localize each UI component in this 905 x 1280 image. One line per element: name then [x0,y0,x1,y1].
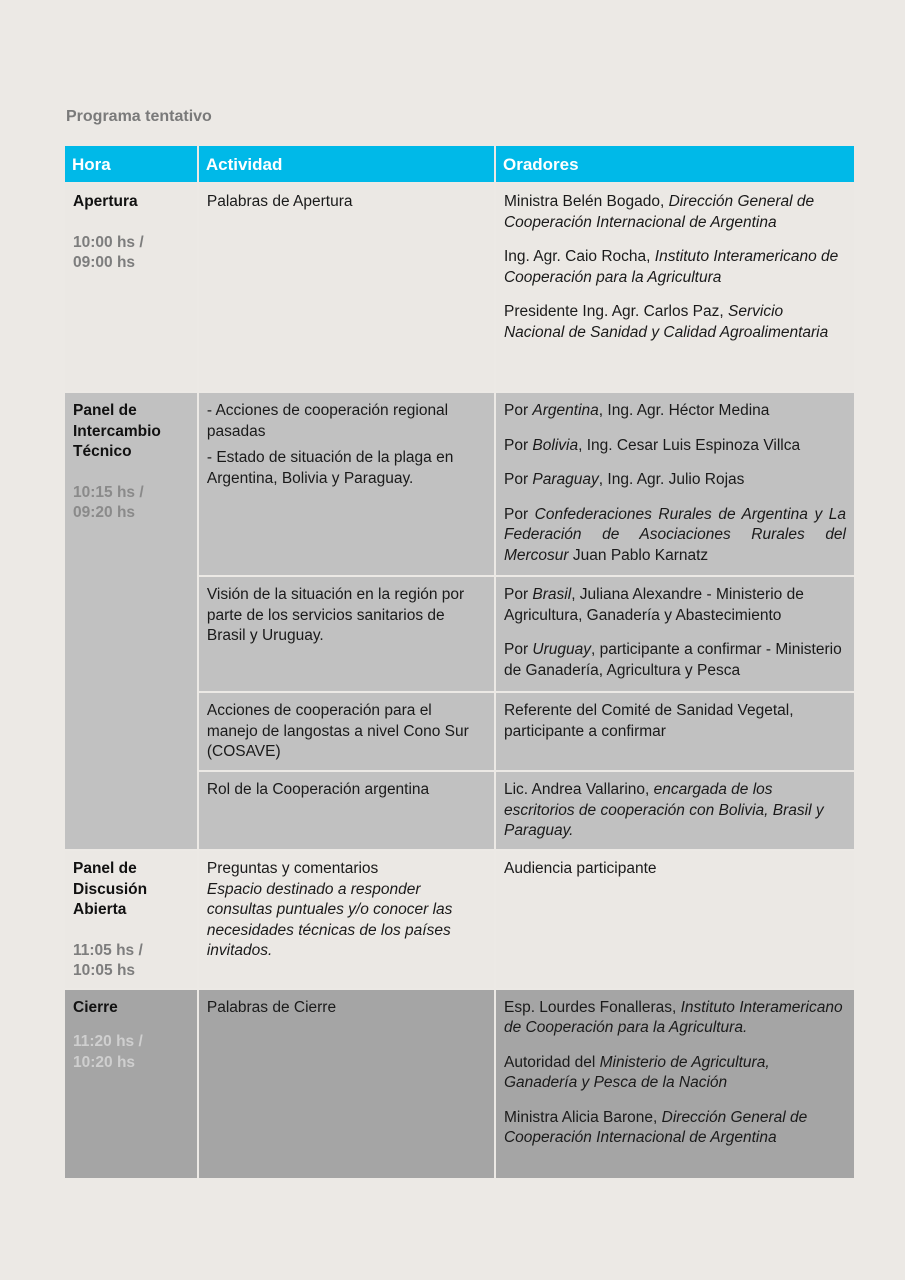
table-row-cierre [65,990,854,1180]
speaker-name: Autoridad del [503,1053,600,1071]
speaker-name: Ing. Agr. Caio Rocha, [503,248,655,265]
activity-text: Visión de la situación en la región por parte de los servicios sanitarios de Brasil y Uruguay. [206,586,465,644]
name-line: Panel de [73,402,137,419]
time-line: 10:15 hs / [73,483,144,501]
speaker [504,640,846,681]
speaker-affiliation: Instituto Interamericano de Cooperación para la Agricultura [503,248,839,286]
speakers-cell [496,772,854,851]
speaker-country: Uruguay [532,641,592,658]
session-time [73,483,189,524]
session-name: Apertura [73,193,138,210]
speakers-cell [496,393,854,577]
program-table [63,146,856,1180]
name-line: Panel de [73,860,137,877]
speaker-prefix: Por [503,505,535,523]
speaker-prefix: Por [503,641,533,658]
speaker-name: Ministra Belén Bogado, [503,193,669,210]
speaker: Audiencia participante [503,860,657,877]
session-time [73,941,189,982]
speaker [504,585,846,626]
activity-note: Espacio destinado a responder consultas puntuales y/o conocer las necesidades técnicas de los países invitados. [206,880,453,959]
speaker [504,302,846,343]
speaker-name: Presidente Ing. Agr. Carlos Paz, [503,303,728,320]
speaker [504,247,846,288]
speaker-country: Brasil [532,586,572,603]
speaker-name: Ministra Alicia Barone, [503,1108,662,1126]
session-time [73,1032,189,1073]
speakers-cell [496,184,854,393]
table-row-discusion [65,851,854,990]
table-header-row [65,146,854,184]
header-actividad: Actividad [199,146,494,184]
speaker-name: , Ing. Cesar Luis Espinoza Villca [578,436,801,454]
speaker [504,1053,846,1094]
speaker-affiliation: Dirección General de Cooperación Internacional de Argentina [503,1108,808,1146]
time-line: 11:05 hs / [73,941,143,959]
activity-text: Palabras de Apertura [206,193,353,210]
speaker [504,780,846,842]
speaker-country: Bolivia [532,436,579,454]
time-line: 11:20 hs / [73,1033,143,1050]
speakers-cell [496,577,854,693]
table-row-intercambio-1 [65,393,854,577]
time-line: 10:20 hs [73,1053,136,1071]
hora-cell [65,851,197,990]
speaker: Referente del Comité de Sanidad Vegetal, participante a confirmar [503,702,794,740]
speaker-name: Juan Pablo Karnatz [568,546,709,564]
table-row-apertura [65,184,854,393]
activity-text: Acciones de cooperación para el manejo de langostas a nivel Cono Sur (COSAVE) [206,702,469,760]
speaker [504,505,846,567]
speaker-prefix: Por [503,436,533,454]
activity-text: Palabras de Cierre [206,998,337,1016]
speaker-organization: Confederaciones Rurales de Argentina y La Federación de Asociaciones Rurales del Mercosur [503,505,846,564]
speakers-cell [496,990,854,1180]
session-name [73,859,189,921]
speaker-affiliation: Dirección General de Cooperación Internacional de Argentina [503,193,815,231]
header-oradores: Oradores [496,146,854,184]
header-hora: Hora [65,146,197,184]
speaker-country: Argentina [532,402,599,419]
hora-cell [65,393,197,851]
session-time [73,233,189,274]
activity-text: Rol de la Cooperación argentina [206,781,430,798]
activity-text: Preguntas y comentarios [206,860,379,877]
page-title: Programa tentativo [66,108,212,125]
speaker [504,1108,846,1149]
activity-cell [199,184,494,393]
time-line: 09:00 hs [73,254,136,271]
session-name: Cierre [73,998,118,1016]
speaker [504,436,846,457]
speaker-prefix: Por [503,586,533,603]
speaker [504,998,846,1039]
speaker-affiliation: Instituto Interamericano de Cooperación para la Agricultura. [503,998,843,1036]
speakers-cell [496,693,854,772]
activity-cell [199,851,494,990]
name-line: Intercambio [73,422,161,440]
speaker-name: , Ing. Agr. Héctor Medina [598,402,770,419]
speaker-prefix: Por [503,402,533,419]
speaker-name: Lic. Andrea Vallarino, [503,781,654,798]
time-line: 10:05 hs [73,962,136,979]
hora-cell [65,184,197,393]
speaker-prefix: Por [503,471,533,488]
activity-item: - Acciones de cooperación regional pasadas [206,402,449,440]
speaker-name: Esp. Lourdes Fonalleras, [503,998,681,1016]
speaker [504,192,846,233]
session-name [73,401,189,463]
activity-cell [199,693,494,772]
speaker-country: Paraguay [532,471,599,488]
speaker [504,401,846,422]
name-line: Técnico [73,443,132,460]
time-line: 09:20 hs [73,504,136,521]
activity-cell [199,772,494,851]
activity-cell [199,577,494,693]
activity-item: - Estado de situación de la plaga en Argentina, Bolivia y Paraguay. [206,449,454,487]
speaker-name: , Juliana Alexandre - Ministerio de Agricultura, Ganadería y Abastecimiento [503,586,804,624]
hora-cell [65,990,197,1180]
activity-cell [199,393,494,577]
speaker-name: , participante a confirmar - Ministerio de Ganadería, Agricultura y Pesca [503,641,842,679]
speaker-affiliation: Ministerio de Agricultura, Ganadería y Pesca de la Nación [503,1053,770,1091]
time-line: 10:00 hs / [73,233,144,251]
speaker-name: , Ing. Agr. Julio Rojas [598,471,745,488]
speaker-affiliation: encargada de los escritorios de cooperación con Bolivia, Brasil y Paraguay. [503,781,824,839]
name-line: Abierta [73,901,127,918]
activity-cell [199,990,494,1180]
speakers-cell [496,851,854,990]
speaker [504,470,846,491]
name-line: Discusión [73,880,148,898]
speaker-affiliation: Servicio Nacional de Sanidad y Calidad Agroalimentaria [503,303,829,341]
